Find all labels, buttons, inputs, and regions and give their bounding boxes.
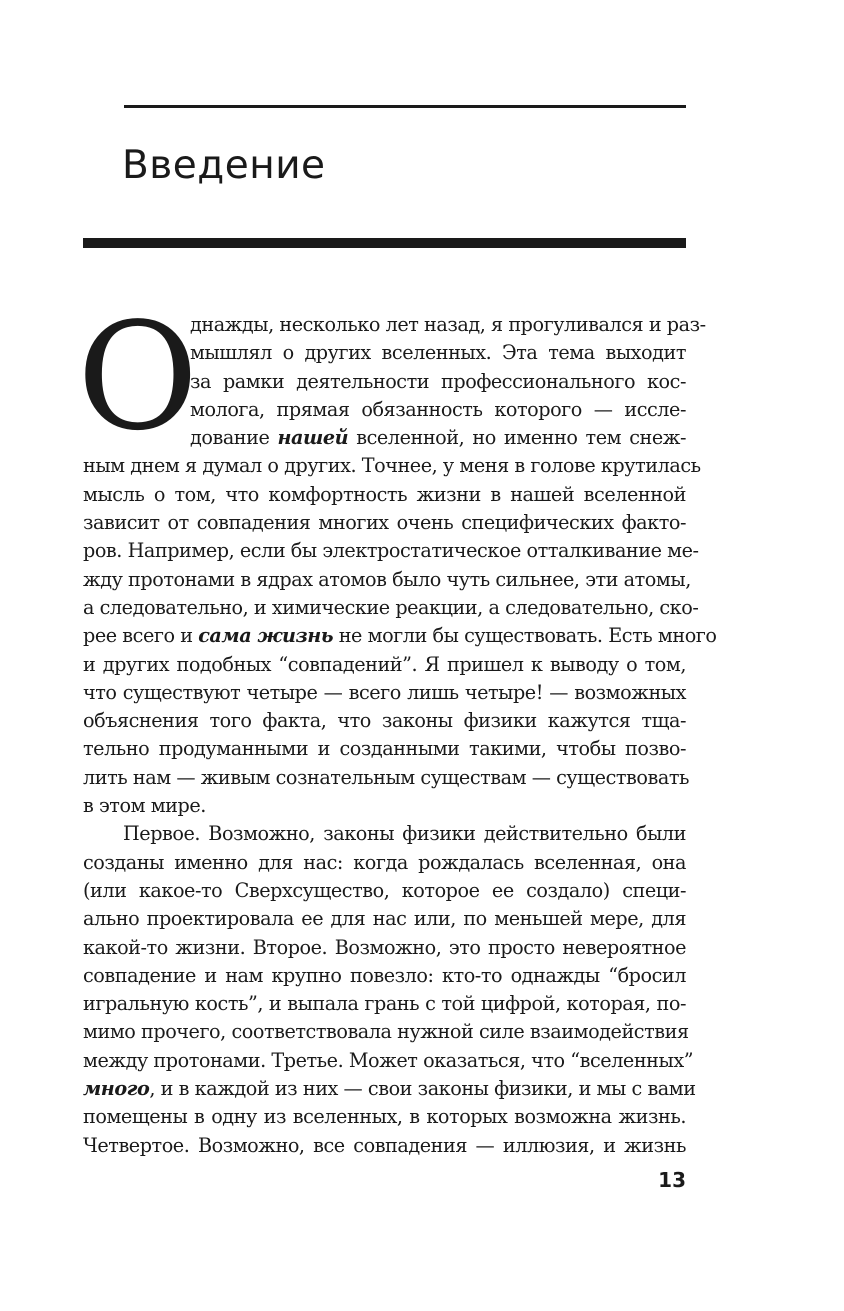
text-line: совпадение и нам крупно повезло: кто-то однажды “бросил — [83, 963, 686, 987]
text-line: Первое. Возможно, законы физики действительно были — [123, 822, 686, 846]
text-line: молога, прямая обязанность которого — иссле- — [190, 397, 686, 421]
text-line: а следовательно, и химические реакции, а следовательно, ско- — [83, 595, 699, 619]
text-line: мышлял о других вселенных. Эта тема выходит — [190, 341, 686, 365]
chapter-title: Введение — [122, 143, 326, 188]
text-line: игральную кость”, и выпала грань с той цифрой, которая, по- — [83, 992, 686, 1016]
text-line: мимо прочего, соответствовала нужной силе взаимодействия — [83, 1020, 689, 1044]
top-rule — [124, 105, 686, 108]
text-line: много, и в каждой из них — свои законы физики, и мы с вами — [83, 1077, 696, 1101]
paragraph-2 — [83, 820, 696, 1160]
text-line: рее всего и сама жизнь не могли бы существовать. Есть много — [83, 624, 717, 648]
text-line: объяснения того факта, что законы физики кажутся тща- — [83, 709, 686, 733]
text-line: жду протонами в ядрах атомов было чуть сильнее, эти атомы, — [83, 567, 691, 591]
text-line: в этом мире. — [83, 794, 206, 818]
text-line: за рамки деятельности профессионального кос- — [190, 369, 686, 393]
paragraph-1 — [77, 291, 717, 820]
text-line: зависит от совпадения многих очень специфических факто- — [83, 511, 686, 535]
text-line: ально проектировала ее для нас или, по меньшей мере, для — [83, 907, 686, 931]
text-line: какой-то жизни. Второе. Возможно, это просто невероятное — [83, 935, 686, 959]
drop-cap: О — [77, 291, 198, 463]
page-number: 13 — [658, 1168, 686, 1192]
emphasis-ours: нашей — [277, 426, 349, 450]
text-line: лить нам — живым сознательным существам — существовать — [83, 765, 689, 789]
text-line: созданы именно для нас: когда рождалась вселенная, она — [83, 850, 686, 874]
text-line: тельно продуманными и созданными такими, чтобы позво- — [83, 737, 686, 761]
text-line: дование нашей вселенной, но именно тем снеж- — [190, 426, 686, 450]
emphasis-many: много — [83, 1077, 150, 1101]
text-line: мысль о том, что комфортность жизни в нашей вселенной — [83, 482, 686, 506]
body-text — [77, 291, 717, 1160]
title-rule — [83, 238, 686, 248]
text-line: ров. Например, если бы электростатическое отталкивание ме- — [83, 539, 699, 563]
text-line: между протонами. Третье. Может оказаться, что “вселенных” — [83, 1048, 694, 1072]
text-line: что существуют четыре — всего лишь четыре! — возможных — [83, 680, 686, 704]
text-line: (или какое-то Сверхсущество, которое ее создало) специ- — [83, 878, 686, 902]
text-line: и других подобных “совпадений”. Я пришел к выводу о том, — [83, 652, 686, 676]
emphasis-life-itself: сама жизнь — [198, 624, 334, 648]
text-line: Четвертое. Возможно, все совпадения — иллюзия, и жизнь — [83, 1133, 686, 1157]
text-line: днажды, несколько лет назад, я прогуливался и раз- — [190, 313, 706, 336]
text-line: помещены в одну из вселенных, в которых возможна жизнь. — [83, 1105, 686, 1129]
text-line: ным днем я думал о других. Точнее, у меня в голове крутилась — [83, 454, 701, 478]
